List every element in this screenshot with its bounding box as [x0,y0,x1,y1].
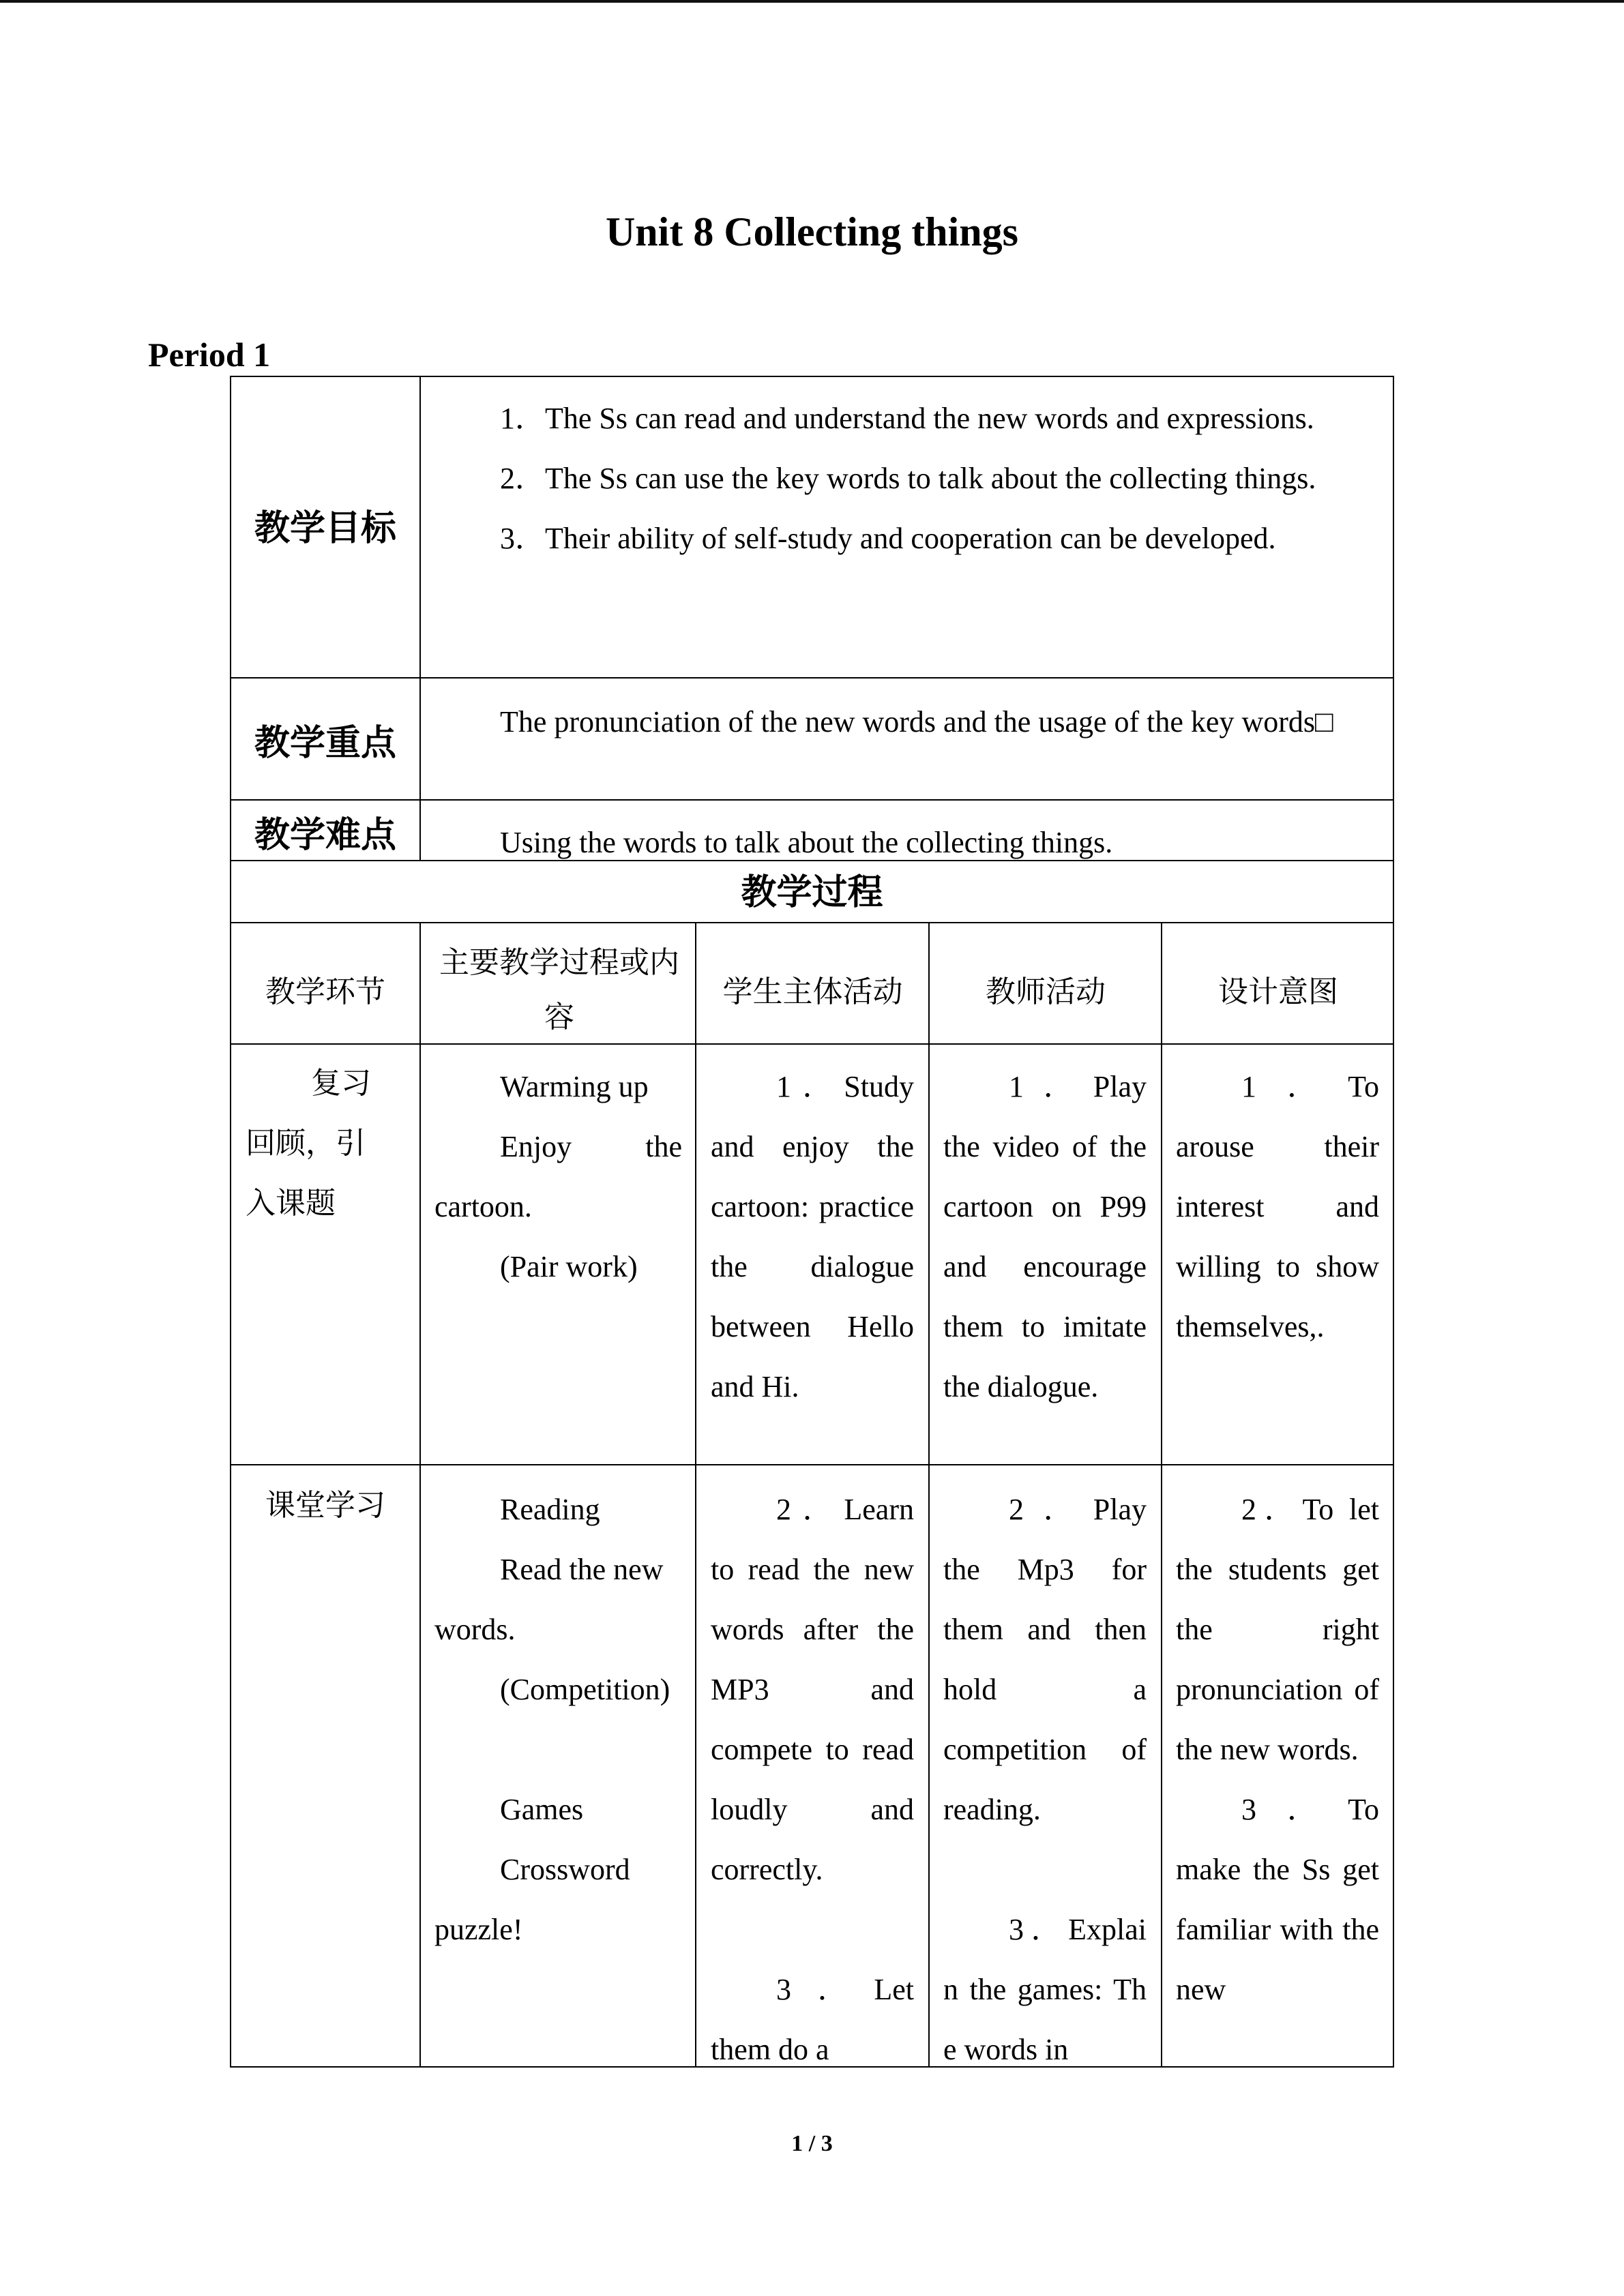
column-divider [928,922,930,2068]
document-title: Unit 8 Collecting things [605,209,1019,254]
teacher-activity-text: 1．Play the video of the cartoon on P99 and encourage them to imitate the dialogue. [943,1070,1147,1403]
content-line: Games [500,1793,584,1826]
goals-content [434,389,1379,569]
student-activity-text: 1．Study and enjoy the cartoon: practice the dialogue between Hello and Hi. [711,1070,914,1403]
student-activity-text: 2．Learn to read the new words after the MP3 and compete to read loudly and correctly. [711,1493,914,1886]
row1-design-intent [1176,1057,1379,1357]
difficulties-text: Using the words to talk about the collecting things. [500,826,1113,859]
row1-stage-text: 复习回顾，引入课题 [246,1066,371,1221]
page-number: 1 / 3 [791,2131,833,2156]
header-student-activity: 学生主体活动 [722,974,903,1009]
goal-item: 3．Their ability of self-study and cooperation can be developed. [500,522,1276,555]
design-intent-text: 1．To arouse their interest and willing to show themselves,. [1176,1070,1379,1343]
row-divider [230,922,1394,923]
content-line: Enjoy the cartoon. [434,1130,682,1223]
teacher-activity-text: 3．Explain the games: The words in [943,1913,1147,2066]
row2-teacher-activity [943,1480,1147,2080]
difficulties-content [434,813,1379,873]
key-points-text: The pronunciation of the new words and the usage of the key words□ [500,705,1333,739]
content-line: Warming up [500,1070,649,1103]
page-top-edge [0,0,1624,3]
row2-stage [230,1476,421,1536]
content-line: Reading [500,1493,600,1526]
row1-teacher-activity [943,1057,1147,1417]
difficulties-label: 教学难点 [254,815,396,856]
header-stage: 教学环节 [265,974,385,1009]
column-divider [695,922,696,2068]
row2-content [434,1480,682,1960]
column-divider [419,376,421,861]
goal-item: 2．The Ss can use the key words to talk about the collecting things. [500,462,1316,495]
row2-student-activity [711,1480,914,2080]
period-heading: Period 1 [148,336,271,374]
goals-label: 教学目标 [254,508,396,549]
row1-student-activity [711,1057,914,1417]
header-design-intent: 设计意图 [1218,974,1338,1009]
row-divider [230,799,1394,801]
design-intent-text: 2．To let the students get the right pronunciation of the new words. [1176,1493,1379,1766]
content-line: Read the new words. [434,1553,664,1646]
content-line: Crossword puzzle! [434,1853,630,1946]
design-intent-text: 3．To make the Ss get familiar with the new [1176,1793,1379,2006]
row2-stage-text: 课堂学习 [265,1488,385,1523]
row1-stage [246,1054,385,1234]
row-divider [230,1464,1394,1465]
table-bottom-border [230,2066,1394,2068]
row2-design-intent [1176,1480,1379,2020]
row-divider [230,677,1394,679]
process-title: 教学过程 [741,872,883,913]
header-teacher-activity: 教师活动 [986,974,1106,1009]
row-divider [230,1043,1394,1045]
header-content: 主要教学过程或内容 [439,945,679,1034]
content-line: (Competition) [500,1673,670,1706]
row1-content [434,1057,682,1297]
content-line: (Pair work) [500,1250,638,1283]
student-activity-text: 3．Let them do a [711,1973,914,2066]
column-divider [1161,922,1162,2068]
key-points-label: 教学重点 [254,723,396,764]
key-points-content [434,692,1379,752]
teacher-activity-text: 2．Play the Mp3 for them and then hold a competition of reading. [943,1493,1147,1826]
goal-item: 1．The Ss can read and understand the new words and expressions. [500,402,1314,435]
